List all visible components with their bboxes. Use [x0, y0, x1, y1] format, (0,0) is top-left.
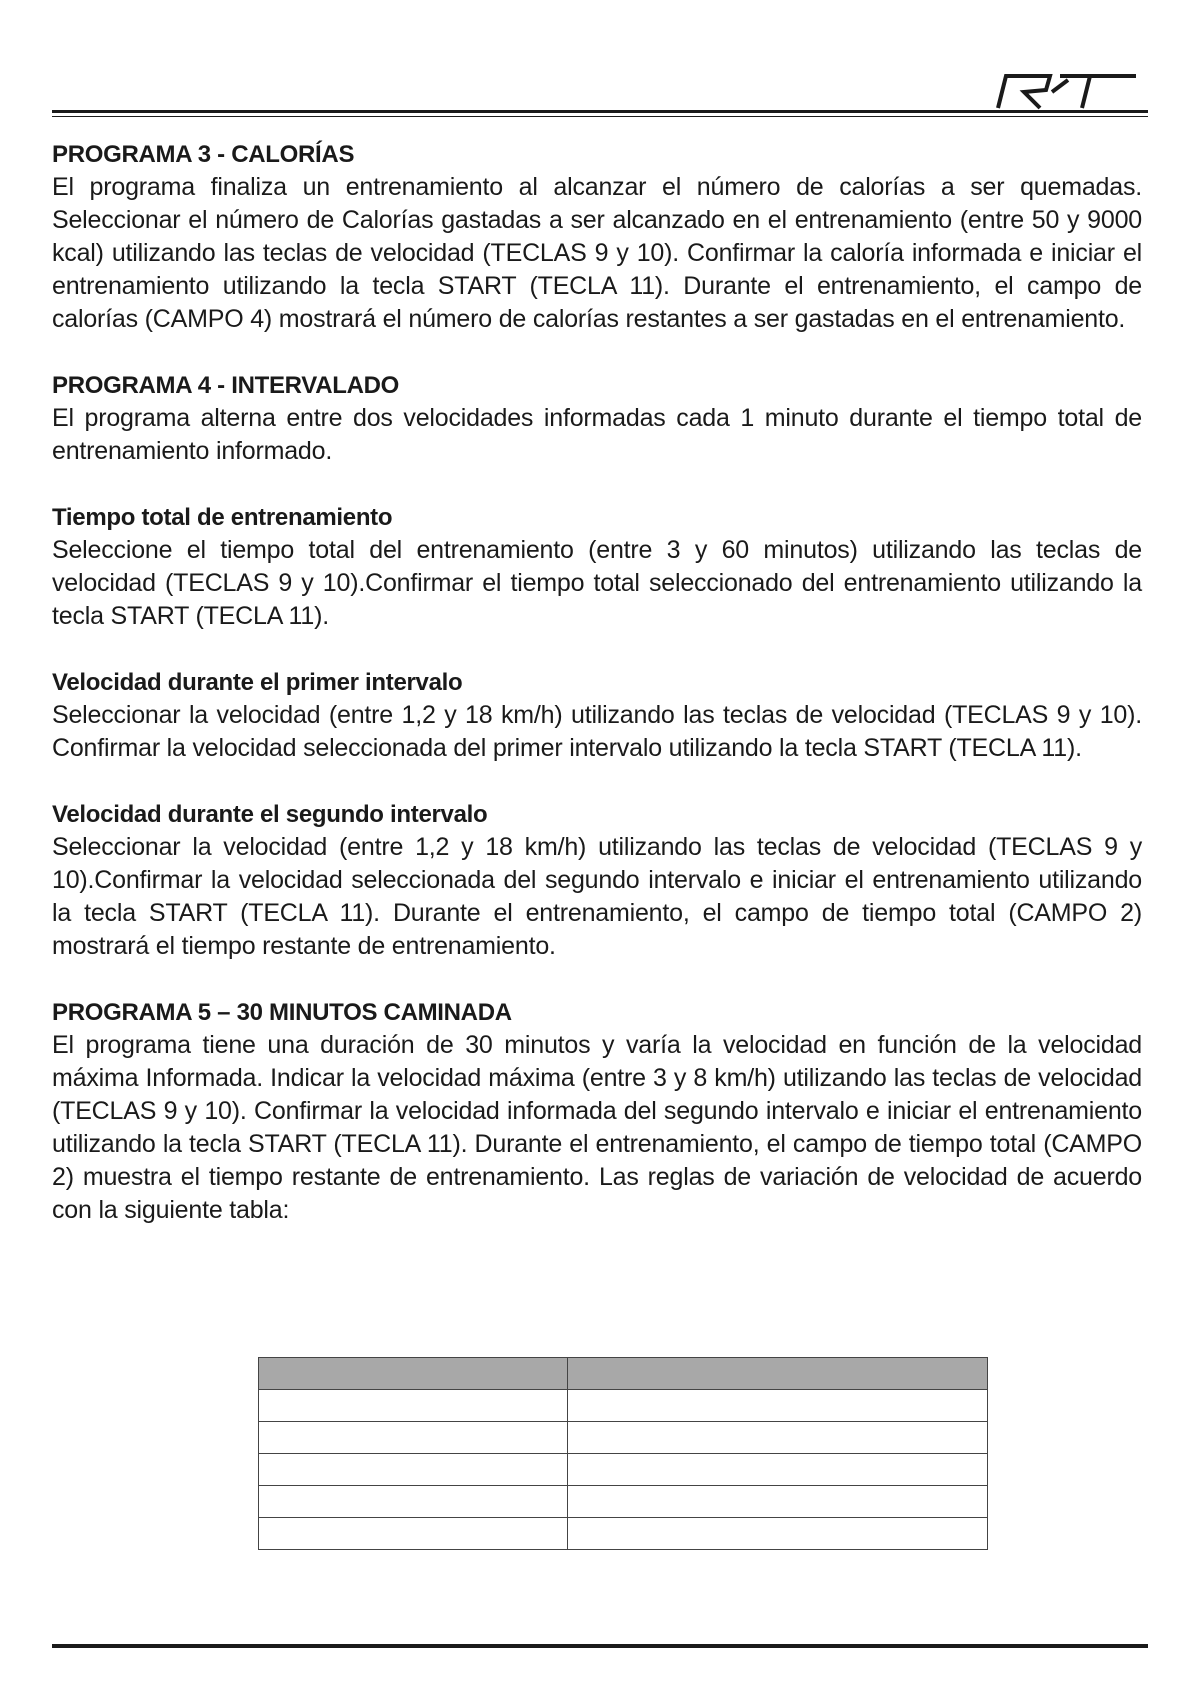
section-paragraph: El programa tiene una duración de 30 minutos y varía la velocidad en función de la velocidad máxima Informada. Indicar la velocidad máxima (entre 3 y 8 km/h) utilizando las teclas de velocidad (TECLAS 9 y 10). Confirmar la velocidad informada del segundo intervalo e iniciar el entrenamiento utilizando la tecla START (TECLA 11). Durante el entrenamiento, el campo de tiempo total (CAMPO 2) muestra el tiempo restante de entrenamiento. Las reglas de variación de velocidad de acuerdo con la siguiente tabla: — [52, 1031, 1142, 1224]
section-paragraph: Seleccione el tiempo total del entrenamiento (entre 3 y 60 minutos) utilizando las teclas de velocidad (TECLAS 9 y 10).Confirmar el tiempo total seleccionado del entrenamiento utilizando la tecla START (TECLA 11). — [52, 536, 1142, 630]
header-rule-thick — [52, 110, 1148, 113]
table-header-cell — [259, 1358, 568, 1390]
table-row — [259, 1454, 988, 1486]
section-segundo-intervalo — [52, 798, 1142, 963]
brand-logo — [990, 68, 1140, 116]
table-cell — [568, 1518, 988, 1550]
section-heading: PROGRAMA 3 - CALORÍAS — [52, 141, 355, 168]
section-heading: Velocidad durante el segundo intervalo — [52, 801, 488, 828]
table-header-row — [259, 1358, 988, 1390]
speed-variation-table — [258, 1357, 988, 1550]
footer-rule — [52, 1644, 1148, 1648]
table-cell — [259, 1390, 568, 1422]
section-heading: PROGRAMA 4 - INTERVALADO — [52, 372, 400, 399]
section-heading: Tiempo total de entrenamiento — [52, 504, 393, 531]
section-programa-4 — [52, 369, 1142, 468]
section-tiempo-total — [52, 501, 1142, 633]
section-heading: Velocidad durante el primer intervalo — [52, 669, 463, 696]
table-cell — [568, 1390, 988, 1422]
header-rule-thin — [52, 116, 1148, 117]
table-cell — [568, 1422, 988, 1454]
section-heading: PROGRAMA 5 – 30 MINUTOS CAMINADA — [52, 999, 512, 1026]
table-cell — [259, 1518, 568, 1550]
document-body — [52, 138, 1142, 1260]
table-row — [259, 1422, 988, 1454]
section-paragraph: El programa finaliza un entrenamiento al alcanzar el número de calorías a ser quemadas. Seleccionar el número de Calorías gastadas a ser alcanzado en el entrenamiento (entre 50 y 9000 kcal) utilizando las teclas de velocidad (TECLAS 9 y 10). Confirmar la caloría informada e iniciar el entrenamiento utilizando la tecla START (TECLA 11). Durante el entrenamiento, el campo de calorías (CAMPO 4) mostrará el número de calorías restantes a ser gastadas en el entrenamiento. — [52, 173, 1142, 333]
section-paragraph: El programa alterna entre dos velocidades informadas cada 1 minuto durante el tiempo total de entrenamiento informado. — [52, 404, 1142, 465]
table-header-cell — [568, 1358, 988, 1390]
table-row — [259, 1518, 988, 1550]
section-programa-5 — [52, 996, 1142, 1227]
page-header — [52, 60, 1148, 120]
section-programa-3 — [52, 138, 1142, 336]
table-cell — [259, 1486, 568, 1518]
section-paragraph: Seleccionar la velocidad (entre 1,2 y 18 km/h) utilizando las teclas de velocidad (TECLAS 9 y 10). Confirmar la velocidad seleccionada del primer intervalo utilizando la tecla START (TECLA 11). — [52, 701, 1142, 762]
section-paragraph: Seleccionar la velocidad (entre 1,2 y 18 km/h) utilizando las teclas de velocidad (TECLAS 9 y 10).Confirmar la velocidad seleccionada del segundo intervalo e iniciar el entrenamiento utilizando la tecla START (TECLA 11). Durante el entrenamiento, el campo de tiempo total (CAMPO 2) mostrará el tiempo restante de entrenamiento. — [52, 833, 1142, 960]
table-row — [259, 1486, 988, 1518]
table-cell — [259, 1422, 568, 1454]
section-primer-intervalo — [52, 666, 1142, 765]
table-cell — [568, 1486, 988, 1518]
table-cell — [259, 1454, 568, 1486]
table-cell — [568, 1454, 988, 1486]
table-row — [259, 1390, 988, 1422]
